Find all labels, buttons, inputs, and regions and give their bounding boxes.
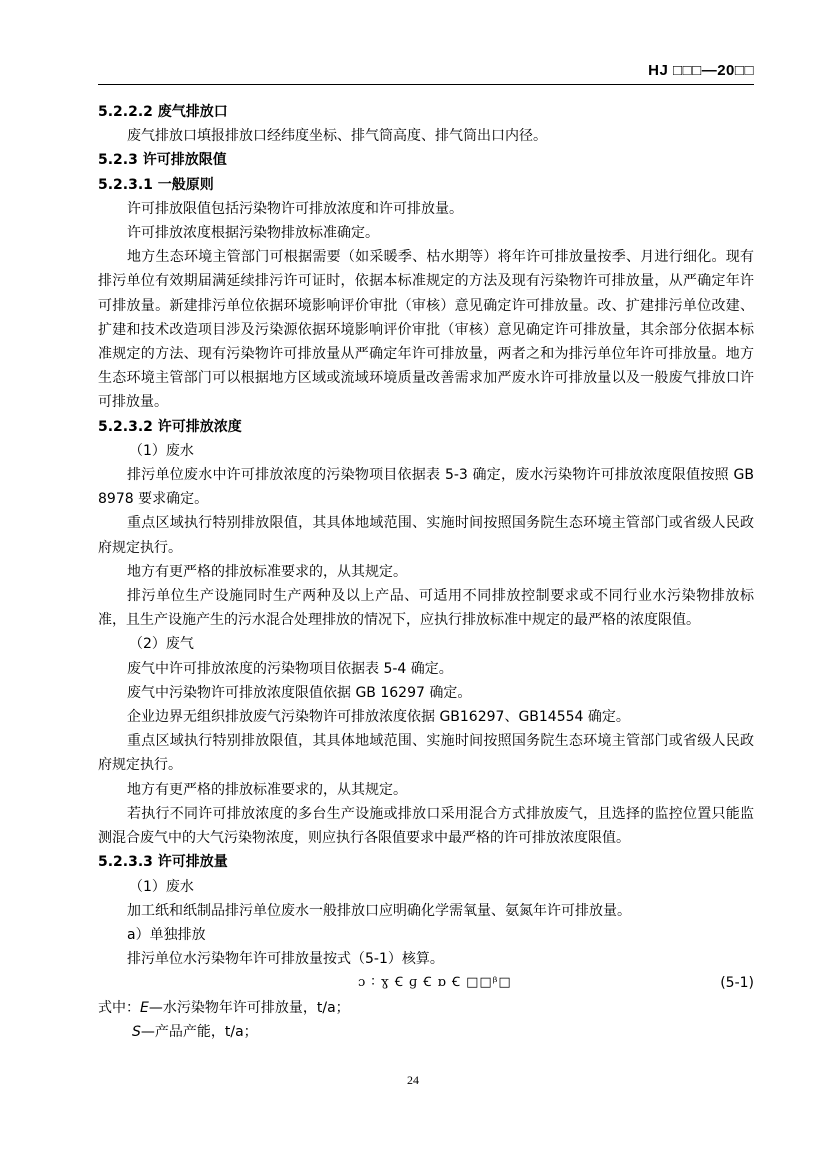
paragraph: 地方有更严格的排放标准要求的，从其规定。 — [127, 563, 407, 580]
paragraph: 企业边界无组织排放废气污染物许可排放浓度依据 GB16297、GB14554 确定。 — [127, 709, 630, 726]
variable-e-description: —水污染物年许可排放量，t/a； — [148, 999, 350, 1016]
definition-s — [98, 1020, 754, 1044]
section-heading-5-2-2-2: 5.2.2.2 废气排放口 — [98, 104, 228, 120]
paragraph: 重点区域执行特别排放限值，其具体地域范围、实施时间按照国务院生态环境主管部门或省级人民政府规定执行。 — [98, 733, 754, 774]
subsection-label-wastewater: （1）废水 — [129, 442, 194, 459]
paragraph: 地方有更严格的排放标准要求的，从其规定。 — [127, 781, 407, 798]
definition-lead: 式中： — [98, 999, 140, 1016]
subsection-label-wastewater: （1）废水 — [129, 878, 194, 895]
paragraph: 地方生态环境主管部门可根据需要（如采暖季、枯水期等）将年许可排放量按季、月进行细化。现有排污单位有效期届满延续排污许可证时，依据本标准规定的方法及现有污染物许可排放量，从严确定年许可排放量。新建排污单位依据环境影响评价审批（审核）意见确定许可排放量。改、扩建排污单位改建、扩建和技术改造项目涉及污染源依据环境影响评价审批（审核）意见确定许可排放量，其余部分依据本标准规定的方法、现有污染物许可排放量从严确定年许可排放量，两者之和为排污单位年许可排放量。地方生态环境主管部门可以根据地方区域或流域环境质量改善需求加严废水许可排放量以及一般废气排放口许可排放量。 — [98, 249, 754, 411]
section-heading-5-2-3-1: 5.2.3.1 一般原则 — [98, 176, 214, 193]
page-content — [98, 100, 754, 1044]
standard-code: HJ □□□—20□□ — [648, 62, 754, 79]
subsection-label-separate-discharge: a）单独排放 — [127, 926, 206, 943]
paragraph: 许可排放限值包括污染物许可排放浓度和许可排放量。 — [127, 200, 463, 217]
variable-s-description: —产品产能，t/a； — [140, 1023, 258, 1040]
subsection-label-waste-gas: （2）废气 — [129, 636, 194, 653]
formula-number: (5-1) — [720, 975, 754, 992]
paragraph: 许可排放浓度根据污染物排放标准确定。 — [127, 225, 379, 242]
section-heading-5-2-3-3: 5.2.3.3 许可排放量 — [98, 854, 228, 871]
section-heading-5-2-3-2: 5.2.3.2 许可排放浓度 — [98, 418, 242, 435]
variable-s: S — [132, 1023, 141, 1040]
paragraph: 废气中污染物许可排放浓度限值依据 GB 16297 确定。 — [127, 684, 472, 701]
paragraph: 排污单位生产设施同时生产两种及以上产品、可适用不同排放控制要求或不同行业水污染物排放标准，且生产设施产生的污水混合处理排放的情况下，应执行排放标准中规定的最严格的浓度限值。 — [98, 588, 754, 629]
page-number: 24 — [407, 1073, 419, 1087]
section-heading-5-2-3: 5.2.3 许可排放限值 — [98, 152, 227, 169]
definition-e — [98, 996, 754, 1020]
paragraph: 加工纸和纸制品排污单位废水一般排放口应明确化学需氧量、氨氮年许可排放量。 — [127, 902, 631, 919]
header-rule — [98, 84, 754, 85]
paragraph: 重点区域执行特别排放限值，其具体地域范围、实施时间按照国务院生态环境主管部门或省级人民政府规定执行。 — [98, 515, 754, 556]
paragraph: 废气排放口填报排放口经纬度坐标、排气筒高度、排气筒出口内径。 — [127, 128, 547, 145]
paragraph: 若执行不同许可排放浓度的多台生产设施或排放口采用混合方式排放废气，且选择的监控位置只能监测混合废气中的大气污染物浓度，则应执行各限值要求中最严格的许可排放浓度限值。 — [98, 805, 754, 847]
paragraph: 废气中许可排放浓度的污染物项目依据表 5-4 确定。 — [127, 660, 453, 677]
formula-expression: ɔ ∶ ɣ Ꞓ ɡ Ꞓ ɒ Ꞓ □□ᵝ□ — [358, 975, 512, 991]
paragraph: 排污单位废水中许可排放浓度的污染物项目依据表 5-3 确定，废水污染物许可排放浓度限值按照 GB 8978 要求确定。 — [98, 467, 754, 508]
variable-e: E — [140, 999, 149, 1016]
paragraph: 排污单位水污染物年许可排放量按式（5-1）核算。 — [127, 951, 444, 968]
formula-row — [98, 971, 754, 995]
